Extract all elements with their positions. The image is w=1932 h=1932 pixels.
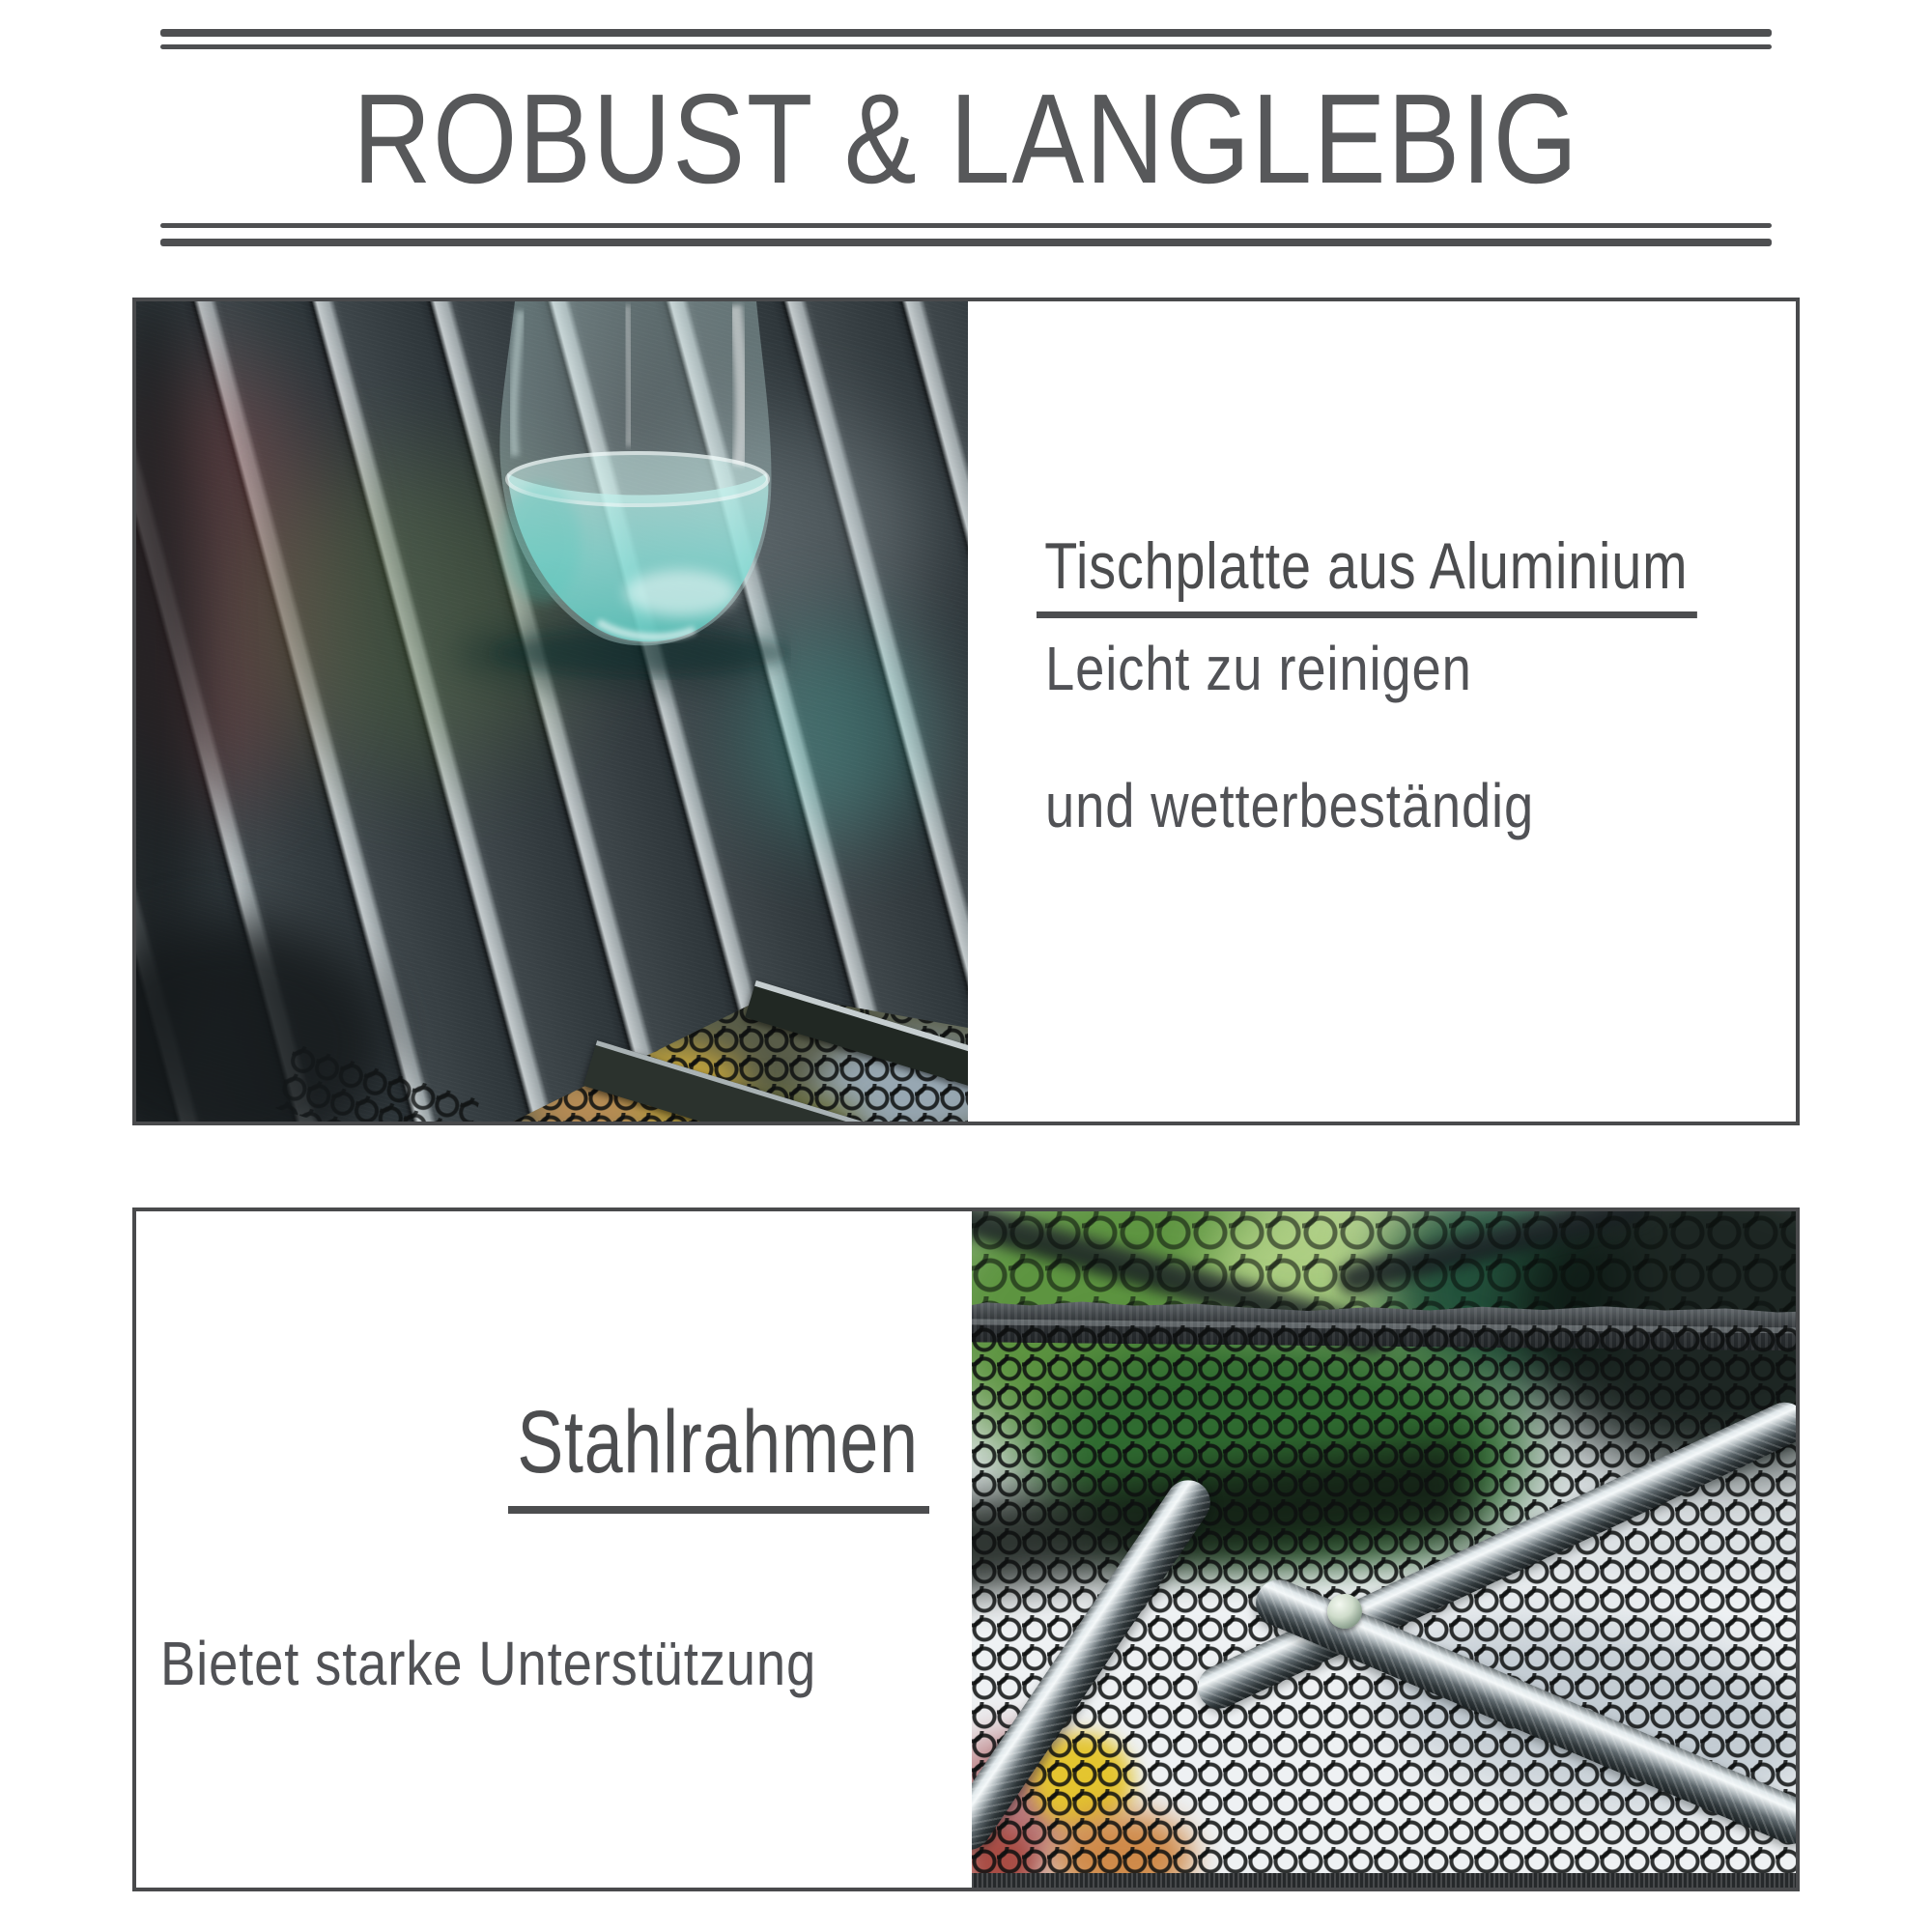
feature-card-tabletop [132,298,1800,1125]
feature-card-frame [132,1208,1800,1891]
feature-body-line: Bietet starke Unterstützung [160,1629,817,1698]
water-glass [482,301,791,680]
feature-body-line: und wetterbeständig [1045,771,1535,840]
bottom-divider-thick-line [160,239,1772,246]
top-divider-thick-line [160,29,1772,37]
page-title: ROBUST & LANGLEBIG [353,68,1579,210]
top-divider-thin-line [160,44,1772,49]
pivot-screw [1327,1594,1362,1629]
photo-aluminium-tabletop [136,301,968,1122]
mesh-bottom-hem [972,1873,1796,1888]
feature-body-line: Leicht zu reinigen [1045,634,1472,703]
feature-heading-underlined: Stahlrahmen [508,1398,929,1514]
feature-heading-underlined: Tischplatte aus Aluminium [1037,533,1697,618]
bottom-divider-thin-line [160,223,1772,228]
photo-steel-frame-mesh [972,1211,1796,1888]
